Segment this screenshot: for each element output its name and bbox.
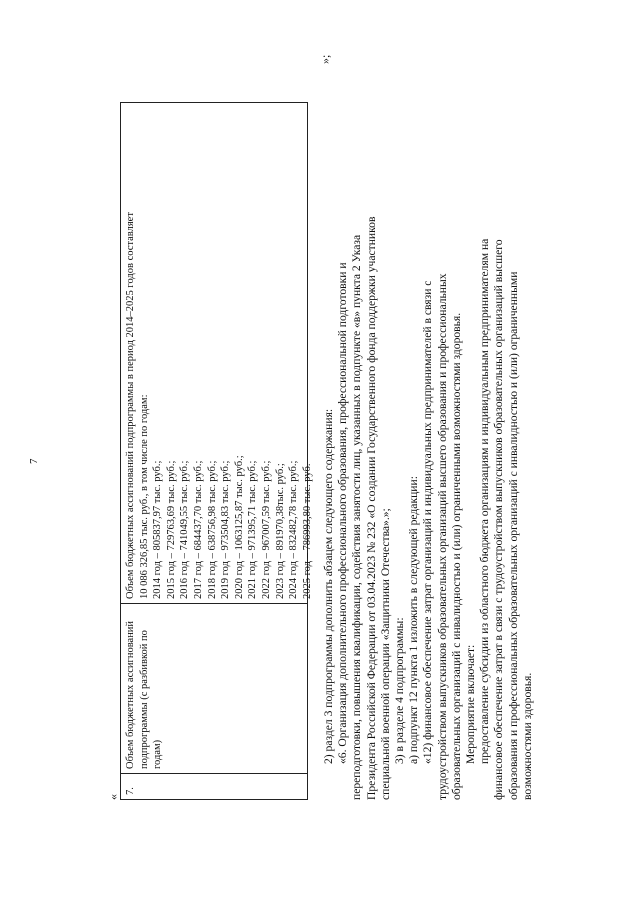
label-cell: [121, 603, 307, 773]
row-number-cell: [121, 773, 307, 799]
paragraph-line: Президента Российской Федерации от 03.04.2023 № 232 «О создании Государственного фонда поддержки участников: [364, 216, 378, 800]
paragraph-line: «6. Организация дополнительного профессионального образования, профессиональной подготовки и: [336, 262, 350, 764]
opening-quote: «: [106, 794, 120, 800]
paragraph-line: а) подпункт 12 пункта 1 изложить в следующей редакции:: [407, 476, 421, 764]
value-line: 2021 год – 971395,71 тыс. руб.;: [247, 460, 259, 599]
value-line: 2016 год – 741049,55 тыс. руб.;: [179, 460, 191, 599]
paragraph-line: финансовое обеспечение затрат в связи с трудоустройством выпускников образовательных организаций высшего: [492, 239, 506, 800]
value-line: 2019 год – 973504,83 тыс. руб.;: [220, 460, 232, 599]
label-line: подпрограммы (с разбивкой по: [138, 630, 150, 769]
value-line: 2020 год – 1063125,87 тыс. руб.;: [233, 455, 245, 599]
value-line: 2017 год – 684437,70 тыс. руб.;: [192, 460, 204, 599]
value-line: 2024 год – 832482,78 тыс. руб.;: [288, 460, 300, 599]
paragraph-line: 2) раздел 3 подпрограммы дополнить абзацем следующего содержания:: [322, 408, 335, 764]
paragraph-line: «12) финансовое обеспечение затрат организаций и индивидуальных предпринимателей в связи с: [421, 280, 435, 764]
paragraph-line: специальной военной операции «Защитники Отечества».»;: [378, 508, 392, 800]
value-line: 2015 год – 729763,69 тыс. руб.;: [165, 460, 177, 599]
paragraph-line: трудоустройством выпускников образовательных организаций высшего образования и профессиональных: [435, 273, 449, 800]
page-number: 7: [28, 458, 40, 464]
paragraph-line: образовательных организаций с инвалидностью и (или) ограниченными возможностями здоровья.: [449, 312, 463, 800]
value-line: 2023 год – 891970,38тыс. руб.;: [274, 463, 286, 599]
paragraph-line: возможностями здоровья.: [520, 672, 534, 800]
paragraph-line: предоставление субсидии из областного бюджета организациям и индивидуальным предпринимателям на: [478, 238, 492, 764]
paragraph-line: 3) в разделе 4 подпрограммы:: [393, 617, 407, 764]
body-text: [322, 80, 535, 800]
value-line: 2018 год – 638756,98 тыс. руб.;: [206, 460, 218, 599]
label-line: годам): [152, 739, 164, 769]
label-line: Объем бюджетных ассигнований: [125, 620, 136, 769]
closing-quote: »;: [318, 54, 332, 64]
paragraph-line: Мероприятие включает:: [464, 644, 478, 764]
value-line: 10 086 326,85 тыс. руб., в том числе по годам:: [138, 394, 150, 599]
paragraph-line: переподготовки, повышения квалификации, содействия занятости лиц, указанных в подпункте «в» пункта 2 Указа: [350, 234, 364, 800]
budget-table: [120, 102, 313, 800]
value-cell: [121, 103, 313, 603]
value-line: 2025 год – 786993,80 тыс. руб.: [301, 463, 313, 599]
value-line: 2022 год – 967007,59 тыс. руб.;: [260, 460, 272, 599]
paragraph-line: образования и профессиональных образовательных организаций с инвалидностью и (или) ограниченными: [506, 271, 520, 800]
row-number: 7.: [125, 787, 136, 795]
value-line: 2014 год – 805837,97 тыс. руб.;: [152, 460, 164, 599]
value-line: Объем бюджетных ассигнований подпрограммы в период 2014–2025 годов составляет: [125, 212, 136, 599]
